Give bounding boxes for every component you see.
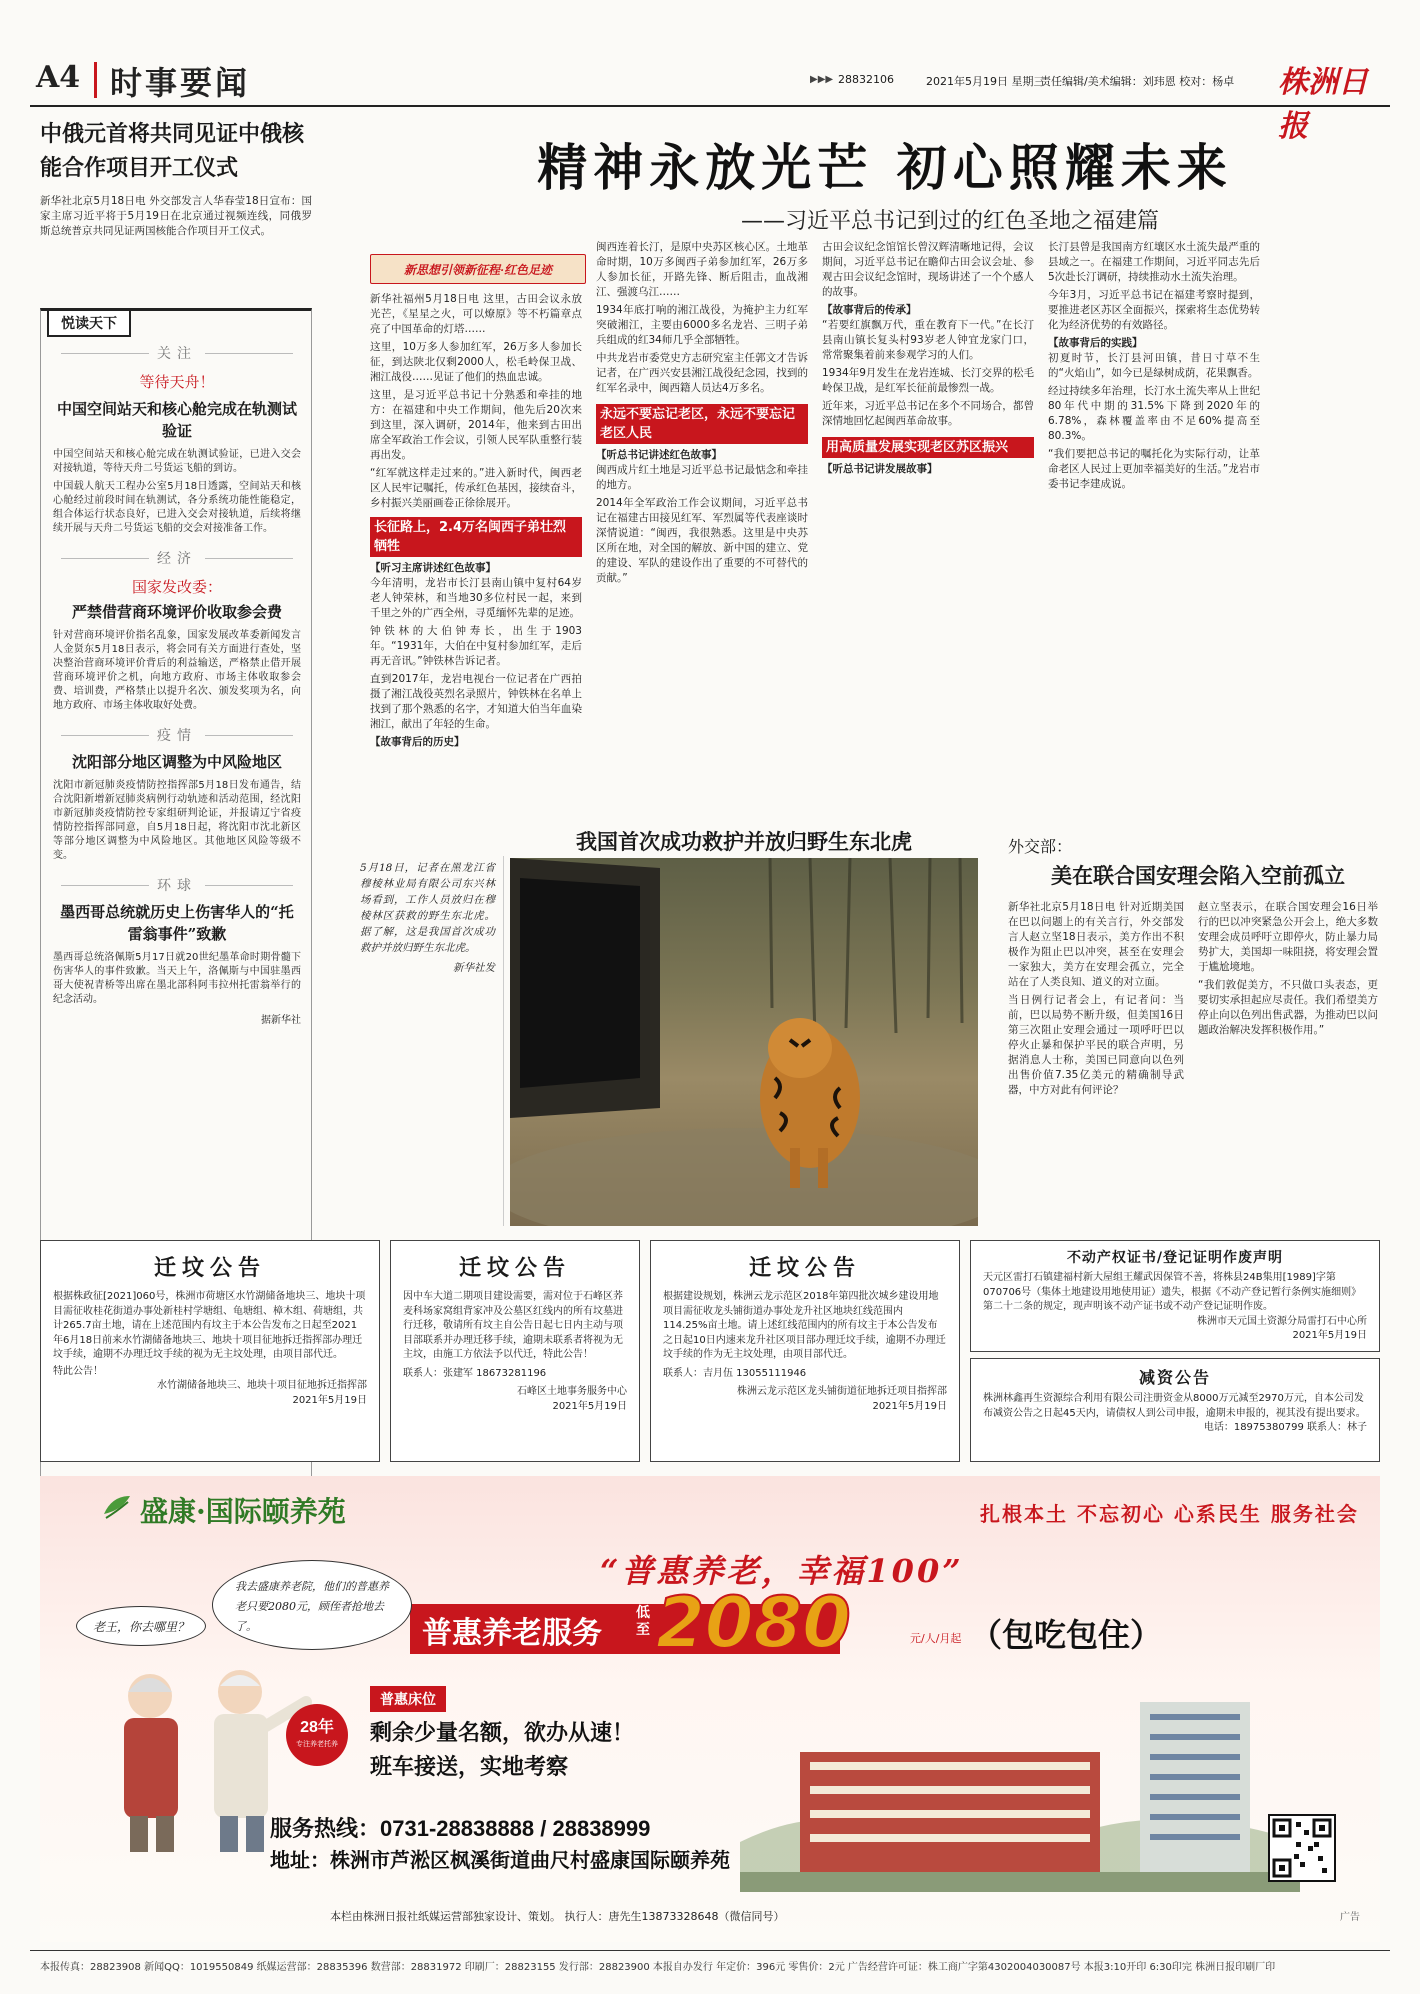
main-tag-4: 【故事背后的传承】 [822, 304, 917, 316]
section-name: 时事要闻 [110, 64, 251, 102]
ad-qianfen-2 [390, 1240, 640, 1462]
banner-address: 地址：株洲市芦淞区枫溪街道曲尺村盛康国际颐养苑 [270, 1850, 730, 1872]
main-p9: 1934年底打响的湘江战役，为掩护主力红军突破湘江，主要由6000多名龙岩、三明子弟兵组成的红34师几乎全部牺牲。 [596, 304, 808, 346]
ad-sign: 株洲市天元国土资源分局雷打石中心所 [1197, 1315, 1367, 1327]
left-column [40, 118, 312, 239]
main-p5: 今年清明，龙岩市长汀县南山镇中复村64岁老人钟荣林，和当地30多位村民一起，来到千里之外的广西全州，寻觅缅怀先辈的足迹。 [370, 577, 582, 619]
masthead [30, 52, 1390, 144]
feature-badge-text: 新思想引领新征程·红色足迹 [404, 262, 552, 277]
ad-contact: 电话：18975380799 联系人：林子 [1203, 1422, 1367, 1433]
banner-eat: （包吃包住） [970, 1617, 1163, 1653]
footer-info: 本报传真：28823908 新闻QQ：1019550849 纸媒运营部：28835396 数营部：28831972 印刷厂：28823155 发行部：28823900 本报自办发行 年定价：396元 零售价：2元 广告经营许可证：株工商广字第4302004030087号 本报3:10开印 6:30印完 株洲日报印刷厂印 [40, 1962, 1276, 1973]
main-col-4 [1048, 240, 1260, 492]
space-body-2: 中国载人航天工程办公室5月18日透露，空间站天和核心舱经过前段时间在轨测试，各分系统功能性能稳定，组合体运行状态良好，已进入交会对接轨道，后续将继续开展与天舟二号货运飞船的交会对接准备工作。 [53, 481, 301, 534]
space-body-1: 中国空间站天和核心舱完成在轨测试验证，已进入交会对接轨道，等待天舟二号货运飞船的到访。 [53, 449, 301, 474]
left-top-body: 新华社北京5月18日电 外交部发言人华春莹18日宣布：国家主席习近平将于5月19日在北京通过视频连线，同俄罗斯总统普京共同见证两国核能合作项目开工仪式。 [40, 195, 312, 237]
ad-contact: 联系人：张建军 18673281196 [403, 1367, 547, 1379]
phone-arrows-icon: ▶▶▶ [810, 74, 834, 85]
main-p18: 今年3月，习近平总书记在福建考察时提到，要推进老区苏区全面振兴，探索将生态优势转化为经济优势的有效路径。 [1048, 289, 1260, 331]
bubble-1-text: 老王，你去哪里？ [92, 1619, 189, 1634]
years-badge [286, 1704, 348, 1766]
ad-contact: 特此公告！ [53, 1365, 103, 1377]
banner-ad [40, 1476, 1380, 1942]
tiger-caption: 5月18日，记者在黑龙江省穆棱林业局有限公司东兴林场看到，工作人员放归在穆棱林区获救的野生东北虎。据了解，这是我国首次成功救护并放归野生东北虎。 [360, 862, 495, 954]
main-tag-6: 【故事背后的实践】 [1048, 337, 1143, 349]
env-credit: 据新华社 [261, 1015, 301, 1026]
tiger-credit: 新华社发 [453, 962, 495, 974]
main-p11: 闽西成片红土地是习近平总书记最惦念和牵挂的地方。 [596, 464, 808, 491]
ad-sign: 株洲云龙示范区龙头铺街道征地拆迁项目指挥部 [737, 1386, 947, 1397]
main-col-2 [596, 240, 808, 586]
masthead-divider [94, 62, 97, 98]
tiger-photo-svg [510, 858, 978, 1226]
space-headline: 中国空间站天和核心舱完成在轨测试验证 [56, 400, 297, 440]
un-body-3: 赵立坚表示，在联合国安理会16日举行的巴以冲突紧急公开会上，绝大多数安理会成员呼吁立即停火，防止暴力局势扩大，美国却一味阻挠，将安理会置于尴尬境地。 [1198, 901, 1378, 973]
banner-low: 低至 [636, 1604, 650, 1637]
main-tag-2: 【故事背后的历史】 [370, 736, 465, 748]
masthead-rule [30, 105, 1390, 107]
qr-code [1268, 1814, 1336, 1882]
space-kicker: 等待天舟！ [139, 373, 215, 391]
banner-slogan: 扎根本土 不忘初心 心系民生 服务社会 [980, 1502, 1359, 1526]
leaf-logo-icon [102, 1494, 132, 1520]
econ-body: 针对营商环境评价指名乱象，国家发展改革委新闻发言人金贤东5月18日表示，将会同有关方面进行查处，坚决整治营商环境评价背后的利益输送，严格禁止借开展营商环境评价之机，向地方政府、市场主体收取参会费、培训费，严格禁止以提升名次、颁发奖项为名，向地方政府、市场主体收取好处费。 [53, 630, 301, 711]
years-label: 专注养老托养 [296, 1740, 338, 1748]
econ-kicker: 国家发改委： [131, 578, 222, 596]
ad-qianfen-1 [40, 1240, 380, 1462]
banner-ad-mark: 广告 [1340, 1912, 1360, 1923]
un-col-2 [1198, 900, 1378, 1038]
bed-line-1: 剩余少量名额，欲办从速！ [370, 1720, 635, 1745]
ad-date: 2021年5月19日 [292, 1394, 367, 1406]
banner-price: 2080 [656, 1582, 851, 1664]
tiger-caption-box [360, 856, 504, 1226]
main-subtitle: ——习近平总书记到过的红色圣地之福建篇 [740, 209, 1159, 234]
ad-jianzi [970, 1358, 1380, 1462]
main-tag-5: 【听总书记讲发展故事】 [822, 463, 938, 475]
ad-title: 减资公告 [1138, 1368, 1211, 1387]
tiger-photo [510, 858, 978, 1226]
category-yiqing: 疫情 [53, 725, 301, 745]
main-p2: 这里，10万多人参加红军，26万多人参加长征，到达陕北仅剩2000人，松毛岭保卫战、湘江战役……见证了他们的热血忠诚。 [370, 341, 582, 383]
un-body-2: 当日例行记者会上，有记者问：当前，巴以局势不断升级，但美国16日第三次阻止安理会通过一项呼吁巴以停火止暴和保护平民的联合声明，另据消息人士称，美国已同意向以色列出售价值7.35亿美元的精确制导武器，中方对此有何评论？ [1008, 994, 1184, 1096]
masthead-date: 2021年5月19日 星期三 [926, 75, 1045, 88]
bed-label: 普惠床位 [370, 1686, 446, 1712]
banner-hotline: 服务热线：0731-28838888 / 28838999 [270, 1816, 651, 1841]
un-kicker: 外交部： [1008, 837, 1073, 856]
category-huanqiu: 环球 [53, 875, 301, 895]
speech-bubble-1 [76, 1606, 206, 1646]
main-p21: “我们要把总书记的嘱托化为实际行动，让革命老区人民过上更加幸福美好的生活。”龙岩市委书记李建成说。 [1048, 448, 1260, 490]
un-body-4: “我们敦促美方，不只做口头表态，更要切实承担起应尽责任。我们希望美方停止向以色列出售武器，为推动巴以问题政治解决发挥积极作用。” [1198, 979, 1378, 1036]
main-tag-3: 【听总书记讲述红色故事】 [596, 449, 722, 461]
ad-date: 2021年5月19日 [872, 1400, 947, 1412]
ad-body: 根据株政征[2021]060号，株洲市荷塘区水竹湖储备地块三、地块十项目需征收桂花街道办事处新桂村学塘组、龟塘组、樟木组、荷塘组，共计265.7亩土地，请在上述范围内有坟主于本公告发布之日起至2021年6月18日前来水竹湖储备地块三、地块十项目征地拆迁指挥部办理迁坟手续，逾期不办理迁坟手续的视为无主坟处理，由项目部代迁。 [53, 1291, 366, 1360]
main-p3: 这里，是习近平总书记十分熟悉和牵挂的地方：在福建和中央工作期间，他先后20次来到这里，深入调研，2014年，他来到古田出席全军政治工作会议，引领人民军队重整行装再出发。 [370, 389, 582, 461]
main-subhead-1: 长征路上，2.4万名闽西子弟壮烈牺牲 [370, 517, 582, 557]
env-body: 墨西哥总统洛佩斯5月17日就20世纪墨革命时期骨髓下伤害华人的事件致歉。当天上午，洛佩斯与中国驻墨西哥大使祝青桥等出席在墨北部科阿韦拉州托雷翁举行的纪念活动。 [53, 952, 301, 1005]
years-number: 28年 [300, 1719, 334, 1736]
masthead-editors: 责任编辑/美术编辑：刘玮恩 校对：杨卓 [1040, 75, 1235, 88]
epi-headline: 沈阳部分地区调整为中风险地区 [71, 753, 282, 771]
ad-zuofei [970, 1240, 1380, 1352]
bed-line-2: 班车接送，实地考察 [370, 1754, 569, 1779]
banner-footnote: 本栏由株洲日报社纸媒运营部独家设计、策划。 执行人：唐先生13873328648（微信同号） [330, 1910, 785, 1923]
ad-sign: 石峰区土地事务服务中心 [517, 1386, 627, 1397]
ad-qianfen-3 [650, 1240, 960, 1462]
banner-brand: 盛康·国际颐养苑 [140, 1495, 346, 1528]
ad-title: 迁坟公告 [458, 1256, 571, 1281]
page-number: A4 [36, 60, 81, 95]
epi-body: 沈阳市新冠肺炎疫情防控指挥部5月18日发布通告，结合沈阳新增新冠肺炎病例行动轨迹和活动范围，经沈阳市新冠肺炎疫情防控专家组研判论证，并报请辽宁省疫情防控指挥部同意，自5月18日起，将沈阳市沈北新区等部分地区调整为中风险地区。其他地区风险等级不变。 [53, 780, 301, 861]
ad-date: 2021年5月19日 [1292, 1330, 1367, 1341]
feature-badge [370, 254, 586, 284]
main-subhead-3: 用高质量发展实现老区苏区振兴 [822, 437, 1034, 458]
main-p13: 古田会议纪念馆馆长曾汉辉清晰地记得，会议期间，习近平总书记在瞻仰古田会议会址、参观古田会议纪念馆时，现场讲述了一个个感人的故事。 [822, 241, 1034, 298]
un-col-1 [1008, 900, 1184, 1098]
ad-body: 根据建设规划，株洲云龙示范区2018年第四批次城乡建设用地项目需征收龙头铺街道办事处龙升社区地块红线范围内114.25%亩土地。请上述红线范围内的所有坟主于本公告发布之日起10日内速来龙升社区项目部办理迁坟手续，逾期不办理迁坟手续的作为无主坟处理，由项目部代迁。 [663, 1291, 946, 1360]
ad-body: 因中车大道二期项目建设需要，需对位于石峰区荞麦科场家窝组背家冲及公墓区红线内的所有坟墓进行迁移，敬请所有坟主自公告日起七日内主动与项目部联系并办理迁移手续，逾期未联系者将视为无主坟，由施工方依法予以代迁，特此公告！ [403, 1291, 623, 1360]
newspaper-logo: 株洲日报 [1278, 65, 1368, 144]
yuedu-label: 悦读天下 [47, 309, 131, 337]
main-p1: 新华社福州5月18日电 这里，古田会议永放光芒，《星星之火，可以燎原》等不朽篇章点亮了中国革命的灯塔…… [370, 293, 582, 335]
main-p8: 闽西连着长汀，是原中央苏区核心区。土地革命时期，10万多闽西子弟参加红军，26万多人参加长征，开路先锋、断后阻击，血战湘江、强渡乌江…… [596, 241, 808, 298]
un-headline: 美在联合国安理会陷入空前孤立 [1051, 863, 1345, 888]
main-p19: 初夏时节，长汀县河田镇，昔日寸草不生的“火焰山”，如今已是绿树成荫，花果飘香。 [1048, 352, 1260, 379]
main-col-3 [822, 240, 1034, 477]
banner-service: 普惠养老服务 [422, 1616, 602, 1651]
category-guanzhu: 关注 [53, 343, 301, 363]
main-p7: 直到2017年，龙岩电视台一位记者在广西拍摄了湘江战役英烈名录照片，钟铁林在名单上找到了那个熟悉的名字，才知道大伯当年血染湘江，献出了年轻的生命。 [370, 673, 582, 730]
ad-title: 迁坟公告 [153, 1256, 266, 1281]
main-p10: 中共龙岩市委党史方志研究室主任郭文才告诉记者，在广西兴安县湘江战役纪念园，找到的红军名录中，闽西籍人员达4万多名。 [596, 352, 808, 394]
main-p6: 钟铁林的大伯钟寿长，出生于1903年。“1931年，大伯在中复村参加红军，走后再无音讯。”钟铁林告诉记者。 [370, 625, 582, 667]
econ-headline: 严禁借营商环境评价收取参会费 [71, 603, 282, 621]
env-headline: 墨西哥总统就历史上伤害华人的“托雷翁事件”致歉 [60, 903, 294, 943]
ad-contact: 联系人：吉月伍 13055111946 [663, 1367, 807, 1379]
main-p20: 经过持续多年治理，长汀水土流失率从上世纪80年代中期的31.5%下降到2020年的6.78%，森林覆盖率由不足60%提高至80.3%。 [1048, 385, 1260, 442]
banner-headline: “普惠养老，幸福100” [600, 1552, 964, 1590]
main-col-1 [370, 292, 582, 750]
banner-unit: 元/人/月起 [910, 1632, 962, 1645]
ad-title: 不动产权证书/登记证明作废声明 [1066, 1250, 1284, 1266]
speech-bubble-2 [212, 1560, 412, 1650]
ad-sign: 水竹湖储备地块三、地块十项目征地拆迁指挥部 [157, 1380, 367, 1391]
category-jingji: 经济 [53, 548, 301, 568]
ad-date: 2021年5月19日 [552, 1400, 627, 1412]
main-p16: 近年来，习近平总书记在多个不同场合，都曾深情地回忆起闽西革命故事。 [822, 400, 1034, 427]
main-p4: “红军就这样走过来的。”进入新时代，闽西老区人民牢记嘱托，传承红色基因，接续奋斗，乡村振兴美丽画卷正徐徐展开。 [370, 467, 582, 509]
ad-body: 天元区雷打石镇建福村新大屋组王耀武因保管不善，将株县24B集用[1989]字第070706号（集体土地建设用地使用证）遗失，根据《不动产登记暂行条例实施细则》第二十二条的规定，现声明该不动产证书或不动产登记证明作废。 [983, 1272, 1362, 1312]
un-body-1: 新华社北京5月18日电 针对近期美国在巴以问题上的有关言行，外交部发言人赵立坚18日表示，美方作出不积极作为阻止巴以冲突，甚至在安理会一家独大，美方在安理会孤立，完全站在了人类良知、道义的对立面。 [1008, 901, 1184, 988]
main-subhead-2: 永远不要忘记老区，永远不要忘记老区人民 [596, 404, 808, 444]
masthead-phone: 28832106 [838, 73, 894, 86]
bubble-2-text: 我去盛康养老院，他们的普惠养老只要2080元，顾侄者抢地去了。 [235, 1580, 389, 1633]
main-p14: “若要红旗飘万代，重在教育下一代。”在长汀县南山镇长复头村93岁老人钟宜龙家门口，常常聚集着前来参观学习的人们。 [822, 319, 1034, 361]
main-p15: 1934年9月发生在龙岩连城、长汀交界的松毛岭保卫战，是红军长征前最惨烈一战。 [822, 367, 1034, 394]
main-headline: 精神永放光芒 初心照耀未来 [537, 138, 1233, 197]
left-top-headline: 中俄元首将共同见证中俄核能合作项目开工仪式 [40, 122, 305, 181]
main-tag-1: 【听习主席讲述红色故事】 [370, 562, 496, 574]
tiger-headline: 我国首次成功救护并放归野生东北虎 [576, 829, 912, 854]
ad-title: 迁坟公告 [748, 1256, 861, 1281]
main-p12: 2014年全军政治工作会议期间，习近平总书记在福建古田接见红军、军烈属等代表座谈时深情说道：“闽西，我很熟悉。这里是中央苏区所在地，对全国的解放、新中国的建立、党的建设、军队的建设作出了重要的不可替代的贡献。” [596, 497, 808, 584]
main-p17: 长汀县曾是我国南方红壤区水土流失最严重的县域之一。在福建工作期间，习近平同志先后5次赴长汀调研，持续推动水土流失治理。 [1048, 241, 1260, 283]
ad-body: 株洲林鑫再生资源综合利用有限公司注册资金从8000万元减至2970万元，自本公司发布减资公告之日起45天内，请债权人到公司申报，逾期未申报的，视其没有提出要求。 [983, 1393, 1366, 1419]
footer-rule [30, 1950, 1390, 1951]
building-illustration [740, 1662, 1300, 1892]
